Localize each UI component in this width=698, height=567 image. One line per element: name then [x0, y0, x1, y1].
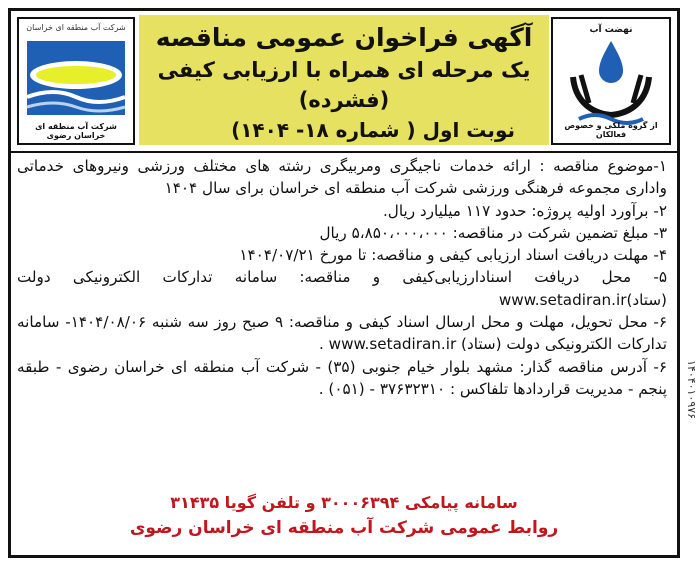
- item-guarantee: ۳- مبلغ تضمین شرکت در مناقصه: ۵،۸۵۰،۰۰۰،۰۰۰ ریال: [319, 223, 667, 242]
- ad-subtitle: یک مرحله ای همراه با ارزیابی کیفی (فشرده): [157, 58, 531, 112]
- ad-frame: [8, 8, 680, 558]
- ad-footer: [11, 491, 677, 541]
- title-banner: [139, 15, 549, 145]
- item-estimate: ۲- برآورد اولیه پروژه: حدود ۱۱۷ میلیارد ریال.: [382, 201, 667, 220]
- ad-header: [11, 11, 677, 153]
- item-address: ۶- آدرس مناقصه گذار: مشهد بلوار خیام جنوبی (۳۵) - شرکت آب منطقه ای خراسان رضوی - طبقه پنجم - مدیریت قراردادها تلفاکس : ۳۷۶۳۲۳۱۰ - (۰۵۱) .: [17, 357, 667, 398]
- item-submission: ۶- محل تحویل، مهلت و محل ارسال اسناد کیفی و مناقصه: ۹ صبح روز سه شنبه ۱۴۰۴/۰۸/۰۶- سامانه تدارکات الکترونیکی دولت (ستاد) www.setadiran.ir .: [17, 313, 667, 354]
- logo-left-subcaption: شرکت آب منطقه ای خراسان رضوی: [35, 122, 117, 140]
- side-code: ۱۴۰۴۰۱۰۹۷۶: [685, 360, 698, 420]
- logo-right-caption: نهضت آب: [589, 25, 633, 35]
- item-subject: ۱-موضوع مناقصه : ارائه خدمات ناجیگری ومربیگری رشته های مختلف ورزشی ونیروهای خدماتی واداری مجموعه فرهنگی ورزشی شرکت آب منطقه ای خراسان برای سال ۱۴۰۴: [17, 157, 667, 198]
- logo-right-subcaption: از گروه ملکی و خصوص فعالکان: [564, 121, 658, 139]
- regional-water-company-logo: [17, 17, 135, 145]
- item-document-source: ۵- محل دریافت اسنادارزیابی‌کیفی و مناقصه: سامانه تدارکات الکترونیکی دولت (ستاد)www.setadiran.ir: [17, 268, 667, 309]
- ad-title: آگهی فراخوان عمومی مناقصه: [155, 23, 533, 52]
- water-movement-logo: [551, 17, 671, 145]
- footer-contact: سامانه پیامکی ۳۰۰۰۶۳۹۴ و تلفن گویا ۳۱۴۳۵: [170, 493, 518, 512]
- footer-public-relations: روابط عمومی شرکت آب منطقه ای خراسان رضوی: [129, 518, 559, 538]
- ad-issue-number: نوبت اول ( شماره ۱۸- ۱۴۰۴): [231, 118, 515, 142]
- item-deadline: ۴- مهلت دریافت اسناد ارزیابی کیفی و مناقصه: تا مورخ ۱۴۰۴/۰۷/۲۱: [239, 246, 667, 265]
- ad-body: [17, 155, 667, 400]
- logo-left-caption: شرکت آب منطقه ای خراسان: [26, 23, 126, 32]
